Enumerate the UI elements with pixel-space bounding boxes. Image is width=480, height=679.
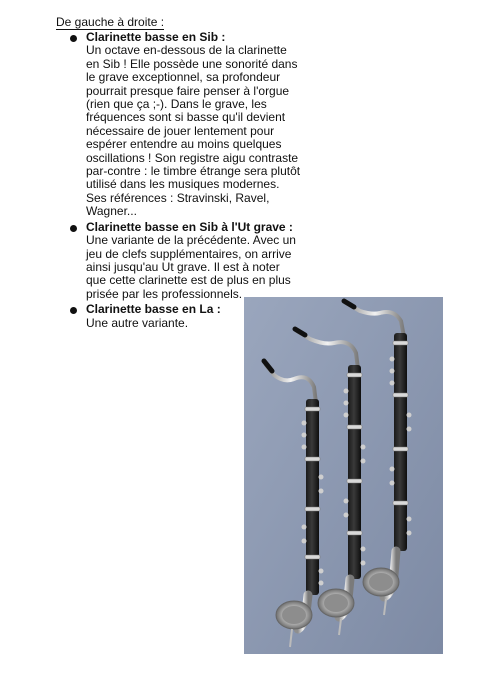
item-title: Clarinette basse en Sib :: [86, 30, 226, 44]
item-title: Clarinette basse en La :: [86, 302, 221, 317]
bass-clarinets-photo: [244, 297, 443, 654]
clarinet-list: [62, 31, 302, 332]
item-description: Un octave en-dessous de la clarinette en Sib ! Elle possède une sonorité dans le grave exceptionnel, sa profondeur pourrait presque faire penser à l'orgue (rien que ça ;-). Dans le grave, les fréquences sont si basse qu'il devient nécessaire de jouer lentement pour espérer entendre au moins quelques oscillations ! Son registre aigu contraste par-contre : le timbre étrange sera plutôt utilisé dans les musiques modernes. Ses références : Stravinski, Ravel, Wagner...: [86, 43, 301, 219]
list-item-bass-clarinet-low-c: [62, 221, 302, 301]
item-description: Une variante de la précédente. Avec un jeu de clefs supplémentaires, on arrive ainsi jusqu'au Ut grave. Il est à noter que cette clarinette est de plus en plus prisée par les professionnels.: [86, 233, 296, 301]
list-item-bass-clarinet-bb: [62, 31, 302, 219]
item-description: Une autre variante.: [86, 315, 189, 330]
section-heading: De gauche à droite :: [56, 15, 165, 29]
item-title: Clarinette basse en Sib à l'Ut grave :: [86, 219, 293, 234]
bullet-icon: [70, 35, 77, 42]
bullet-icon: [70, 225, 77, 232]
bullet-icon: [70, 307, 77, 314]
